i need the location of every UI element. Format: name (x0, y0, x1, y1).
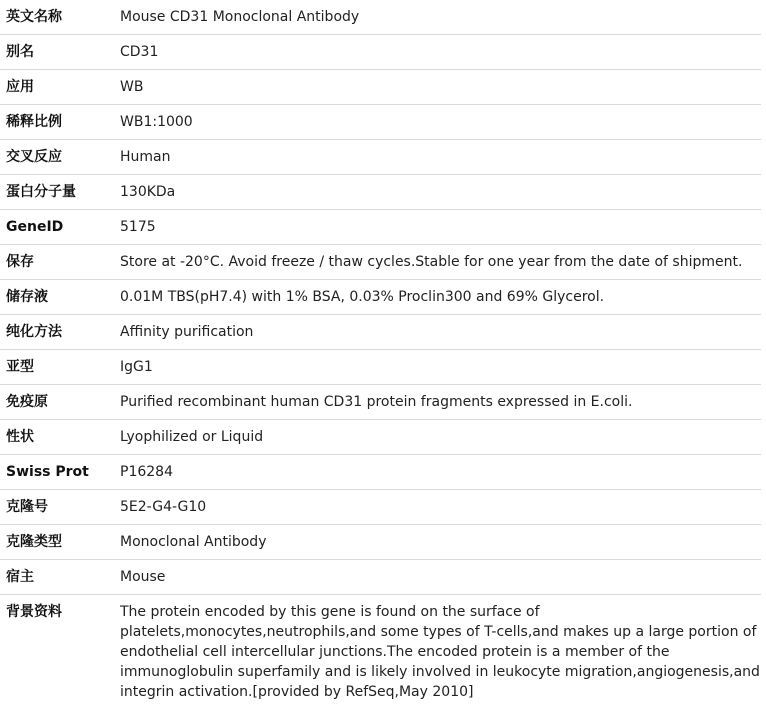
row-label-immunogen: 免疫原 (0, 385, 113, 420)
row-label-form: 性状 (0, 420, 113, 455)
row-label-swiss-prot: Swiss Prot (0, 455, 113, 490)
row-label-alias: 别名 (0, 35, 113, 70)
row-value-swiss-prot: P16284 (113, 455, 761, 490)
row-value-english-name: Mouse CD31 Monoclonal Antibody (113, 0, 761, 35)
row-label-english-name: 英文名称 (0, 0, 113, 35)
row-label-molecular-weight: 蛋白分子量 (0, 175, 113, 210)
table-row (0, 420, 761, 455)
table-row (0, 35, 761, 70)
row-label-gene-id: GeneID (0, 210, 113, 245)
table-row (0, 140, 761, 175)
row-value-clonality: Monoclonal Antibody (113, 525, 761, 560)
table-row (0, 385, 761, 420)
row-label-cross-reactivity: 交叉反应 (0, 140, 113, 175)
table-row (0, 315, 761, 350)
row-value-clone-number: 5E2-G4-G10 (113, 490, 761, 525)
table-row (0, 560, 761, 595)
row-label-storage: 保存 (0, 245, 113, 280)
row-value-storage: Store at -20°C. Avoid freeze / thaw cycles.Stable for one year from the date of shipment. (113, 245, 761, 280)
row-value-host: Mouse (113, 560, 761, 595)
row-value-storage-buffer: 0.01M TBS(pH7.4) with 1% BSA, 0.03% Proclin300 and 69% Glycerol. (113, 280, 761, 315)
row-label-isotype: 亚型 (0, 350, 113, 385)
row-value-alias: CD31 (113, 35, 761, 70)
row-label-host: 宿主 (0, 560, 113, 595)
row-label-clone-number: 克隆号 (0, 490, 113, 525)
row-value-cross-reactivity: Human (113, 140, 761, 175)
row-label-background: 背景资料 (6, 604, 62, 620)
table-row (0, 525, 761, 560)
table-row (0, 350, 761, 385)
table-row (0, 175, 761, 210)
row-value-purification: Affinity purification (113, 315, 761, 350)
table-row (0, 455, 761, 490)
table-row (0, 245, 761, 280)
row-value-immunogen: Purified recombinant human CD31 protein fragments expressed in E.coli. (113, 385, 761, 420)
row-value-form: Lyophilized or Liquid (113, 420, 761, 455)
row-label-dilution: 稀释比例 (0, 105, 113, 140)
table-row (0, 70, 761, 105)
row-value-gene-id: 5175 (113, 210, 761, 245)
row-label-clonality: 克隆类型 (0, 525, 113, 560)
row-value-background: The protein encoded by this gene is found on the surface of platelets,monocytes,neutrophils,and some types of T-cells,and makes up a large portion of endothelial cell intercellular junctions.The encoded protein is a member of the immunoglobulin superfamily and is likely involved in leukocyte migration,angiogenesis,and integrin activation.[provided by RefSeq,May 2010] (120, 604, 760, 700)
table-row (0, 280, 761, 315)
row-value-dilution: WB1:1000 (113, 105, 761, 140)
table-row (0, 490, 761, 525)
row-value-molecular-weight: 130KDa (113, 175, 761, 210)
row-label-application: 应用 (0, 70, 113, 105)
row-label-purification: 纯化方法 (0, 315, 113, 350)
table-row (0, 105, 761, 140)
row-value-application: WB (113, 70, 761, 105)
table-row (0, 0, 761, 35)
table-row (0, 210, 761, 245)
row-value-isotype: IgG1 (113, 350, 761, 385)
table-row (0, 595, 761, 703)
row-label-storage-buffer: 储存液 (0, 280, 113, 315)
